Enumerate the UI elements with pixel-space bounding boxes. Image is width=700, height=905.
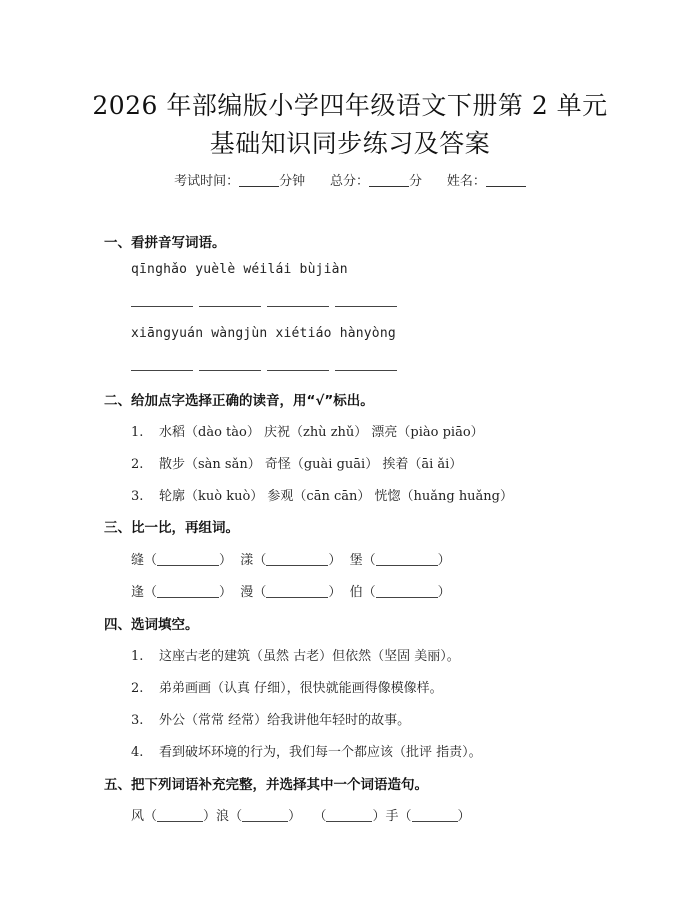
time-label: 考试时间： — [174, 174, 240, 189]
list-item — [131, 645, 460, 664]
char: 手 — [385, 809, 399, 824]
list-item — [131, 677, 443, 696]
list-item — [131, 453, 462, 472]
compare-row-2: 逢（ ） 漫（ ） 伯（ ） — [131, 585, 451, 600]
compare-row-1: 缝（ ） 漾（ ） 堡（ ） — [131, 553, 451, 568]
item-number: 1. — [131, 425, 144, 440]
idiom-row: 风（ ）浪（ ） （ ）手（ ） — [131, 809, 471, 824]
word-blank[interactable] — [266, 553, 328, 566]
word-blank[interactable] — [326, 809, 372, 822]
answer-blank[interactable] — [335, 292, 397, 307]
item-number: 2. — [131, 681, 144, 696]
char: 逢 — [131, 585, 145, 600]
pinyin-row-1: qīnghǎo yuèlè wéilái bùjiàn — [131, 262, 348, 277]
answer-blanks-row-1 — [131, 292, 403, 308]
list-item — [131, 741, 482, 760]
item-number: 3. — [131, 713, 144, 728]
item-text: 这座古老的建筑（虽然 古老）但依然（坚固 美丽）。 — [159, 649, 460, 664]
list-item — [131, 421, 484, 440]
word-blank[interactable] — [242, 809, 288, 822]
score-blank[interactable] — [369, 174, 409, 187]
answer-blank[interactable] — [199, 292, 261, 307]
score-label: 总分： — [329, 174, 369, 189]
item-text: 外公（常常 经常）给我讲他年轻时的故事。 — [159, 713, 411, 728]
word-blank[interactable] — [157, 553, 219, 566]
char: 漾 — [240, 553, 254, 568]
name-label: 姓名： — [446, 174, 486, 189]
item-text: 轮廓（kuò kuò） 参观（cān cān） 恍惚（huǎng huǎng） — [159, 489, 514, 504]
exam-meta — [0, 170, 700, 189]
section-4-heading: 四、选词填空。 — [104, 617, 199, 633]
section-1-heading: 一、看拼音写词语。 — [104, 235, 226, 251]
char: 缝 — [131, 553, 145, 568]
score-unit: 分 — [409, 174, 423, 189]
answer-blank[interactable] — [131, 292, 193, 307]
answer-blank[interactable] — [267, 356, 329, 371]
char: 漫 — [240, 585, 254, 600]
answer-blank[interactable] — [335, 356, 397, 371]
item-text: 散步（sàn sǎn） 奇怪（guài guāi） 挨着（āi ǎi） — [159, 457, 463, 472]
answer-blanks-row-2 — [131, 356, 403, 372]
char: 风 — [131, 809, 145, 824]
item-number: 2. — [131, 457, 144, 472]
item-text: 弟弟画画（认真 仔细），很快就能画得像模像样。 — [159, 681, 443, 696]
list-item — [131, 485, 513, 504]
word-blank[interactable] — [157, 809, 203, 822]
word-blank[interactable] — [157, 585, 219, 598]
section-2-heading: 二、给加点字选择正确的读音，用“√”标出。 — [104, 393, 374, 409]
item-text: 水稻（dào tào） 庆祝（zhù zhǔ） 漂亮（piào piāo） — [159, 425, 484, 440]
page-title-line1: 2026 年部编版小学四年级语文下册第 2 单元 — [92, 91, 608, 120]
answer-blank[interactable] — [131, 356, 193, 371]
answer-blank[interactable] — [267, 292, 329, 307]
name-blank[interactable] — [486, 174, 526, 187]
section-3-heading: 三、比一比，再组词。 — [104, 520, 239, 536]
item-text: 看到破坏环境的行为，我们每一个都应该（批评 指责）。 — [159, 745, 482, 760]
list-item — [131, 709, 410, 728]
word-blank[interactable] — [412, 809, 458, 822]
char: 浪 — [216, 809, 230, 824]
answer-blank[interactable] — [199, 356, 261, 371]
time-unit: 分钟 — [279, 174, 306, 189]
section-5-heading: 五、把下列词语补充完整，并选择其中一个词语造句。 — [104, 777, 428, 793]
word-blank[interactable] — [266, 585, 328, 598]
char: 堡 — [349, 553, 363, 568]
pinyin-row-2: xiāngyuán wàngjùn xiétiáo hànyòng — [131, 326, 396, 341]
word-blank[interactable] — [376, 585, 438, 598]
item-number: 1. — [131, 649, 144, 664]
page-title-line2: 基础知识同步练习及答案 — [209, 129, 491, 158]
time-blank[interactable] — [239, 174, 279, 187]
word-blank[interactable] — [376, 553, 438, 566]
item-number: 3. — [131, 489, 144, 504]
char: 伯 — [349, 585, 363, 600]
item-number: 4. — [131, 745, 144, 760]
